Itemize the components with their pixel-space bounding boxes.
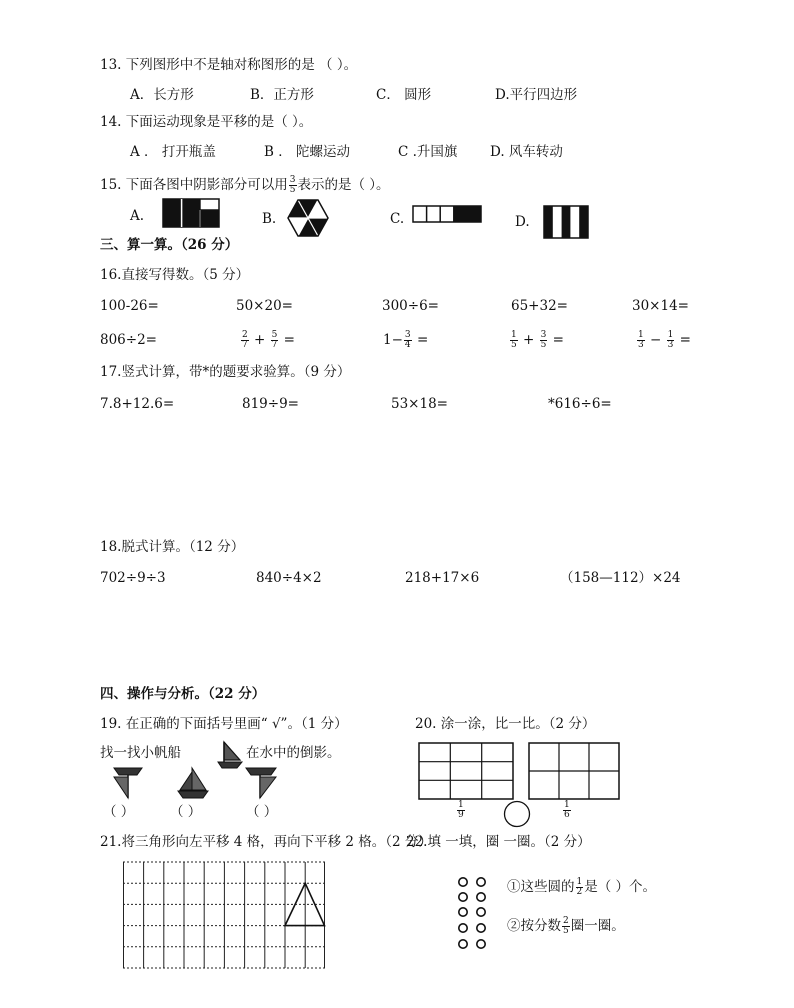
q15-figure-c xyxy=(412,205,482,223)
q14-option-d: D. 风车转动 xyxy=(490,144,563,160)
q19-title: 19. 在正确的下面括号里画“ √”。（1 分） xyxy=(100,716,348,732)
reflection-option-3-icon xyxy=(244,766,278,800)
q16-item-7: $\frac{2}{7}$ + $\frac{5}{7}$ = xyxy=(242,330,295,350)
q20-grid-ninths[interactable] xyxy=(418,742,514,800)
q16-item-3: 300÷6= xyxy=(382,298,439,314)
q20-title: 20. 涂一涂，比一比。（2 分） xyxy=(415,716,596,732)
sailboat-icon xyxy=(216,740,244,770)
reflection-option-2-icon xyxy=(176,766,210,800)
q20-fraction-2: $\frac{1}{6}$ xyxy=(564,800,570,820)
q19-bracket-2[interactable]: （ ） xyxy=(170,804,202,820)
q16-title: 16.直接写得数。（5 分） xyxy=(100,267,250,283)
q14-stem: 14. 下面运动现象是平移的是（ ）。 xyxy=(100,114,313,130)
q22-line-2: ②按分数 $\frac{2}{5}$ 圈一圈。 xyxy=(507,916,625,936)
q20-grid-sixths[interactable] xyxy=(528,742,620,800)
q18-item-4: （158—112）×24 xyxy=(560,570,681,586)
q22-line-1: ①这些圆的 $\frac{1}{2}$ 是（ ）个。 xyxy=(507,877,657,897)
q19-bracket-3[interactable]: （ ） xyxy=(246,804,278,820)
q19-text-pre: 找一找小帆船 xyxy=(100,745,181,761)
q13-option-b: B．正方形 xyxy=(250,87,314,103)
q21-grid[interactable] xyxy=(123,862,326,970)
q15-figure-b-hexagon xyxy=(288,199,328,237)
q16-item-5: 30×14= xyxy=(632,298,689,314)
q17-item-2: 819÷9= xyxy=(242,396,299,412)
q19-bracket-1[interactable]: （ ） xyxy=(103,804,135,820)
q20-fraction-1: $\frac{1}{9}$ xyxy=(458,800,464,820)
q17-item-1: 7.8+12.6= xyxy=(100,396,175,412)
q18-item-2: 840÷4×2 xyxy=(256,570,322,586)
section-4-title: 四、操作与分析。（22 分） xyxy=(100,686,266,702)
q15-label-a: A. xyxy=(130,208,145,224)
q17-title: 17.竖式计算，带*的题要求验算。（9 分） xyxy=(100,364,351,380)
q13-option-d: D.平行四边形 xyxy=(495,87,578,103)
q16-item-6: 806÷2= xyxy=(100,332,157,348)
q13-option-a: A．长方形 xyxy=(130,87,194,103)
q17-item-4: *616÷6= xyxy=(548,396,612,412)
q15-label-b: B. xyxy=(262,211,277,227)
q18-title: 18.脱式计算。（12 分） xyxy=(100,539,245,555)
q22-circle-array[interactable] xyxy=(457,876,491,952)
q15-label-c: C. xyxy=(390,211,405,227)
q16-item-8: 1− $\frac{3}{4}$ = xyxy=(383,330,429,350)
q16-item-9: $\frac{1}{5}$ + $\frac{3}{5}$ = xyxy=(511,330,564,350)
q15-stem: 15. 下面各图中阴影部分可以用 $\frac{3}{5}$ 表示的是（ ）。 xyxy=(100,175,390,195)
reflection-option-1-icon xyxy=(112,766,144,800)
q18-item-1: 702÷9÷3 xyxy=(100,570,166,586)
q15-figure-d xyxy=(543,205,589,239)
q18-item-3: 218+17×6 xyxy=(405,570,480,586)
q21-title: 21.将三角形向左平移 4 格，再向下平移 2 格。（2 分） xyxy=(100,834,432,850)
q16-item-1: 100-26= xyxy=(100,298,159,314)
q15-figure-a xyxy=(162,198,220,228)
q14-option-c: C .升国旗 xyxy=(398,144,458,160)
q13-option-c: C． 圆形 xyxy=(376,87,432,103)
section-3-title: 三、算一算。（26 分） xyxy=(100,237,239,253)
q17-item-3: 53×18= xyxy=(391,396,448,412)
q14-option-a: A ． 打开瓶盖 xyxy=(130,144,216,160)
q16-item-10: $\frac{1}{3}$ − $\frac{1}{3}$ = xyxy=(638,330,691,350)
q19-text-post: 在水中的倒影。 xyxy=(246,745,341,761)
q16-item-2: 50×20= xyxy=(236,298,293,314)
q16-item-4: 65+32= xyxy=(511,298,568,314)
q14-option-b: B ． 陀螺运动 xyxy=(264,144,351,160)
q22-title: 22.填 一填，圈 一圈。（2 分） xyxy=(406,834,591,850)
q15-label-d: D. xyxy=(515,214,530,230)
q13-stem: 13. 下列图形中不是轴对称图形的是 （ ）。 xyxy=(100,57,358,73)
q20-compare-circle[interactable] xyxy=(503,800,531,828)
